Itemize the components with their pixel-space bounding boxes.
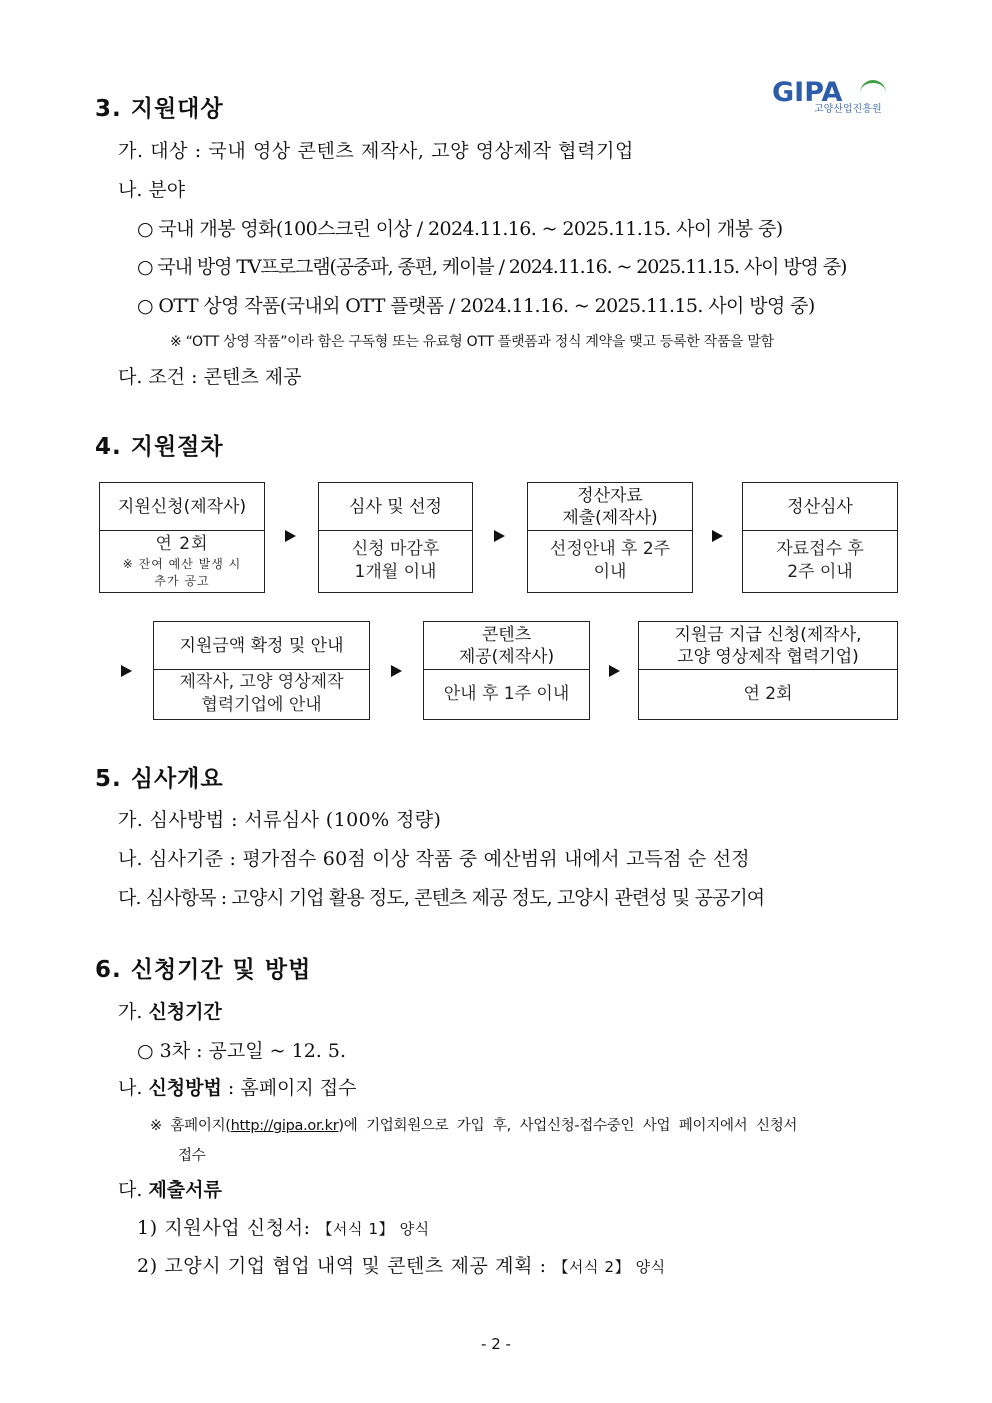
sec6-homepage-note bbox=[150, 1114, 797, 1135]
flow-head-text: 심사 및 선정 bbox=[349, 496, 442, 517]
gipa-logo bbox=[772, 78, 894, 114]
flow-head-text: 고양 영상제작 협력기업) bbox=[677, 646, 859, 667]
flow-step-head bbox=[743, 483, 897, 531]
flow-body-text: 연 2회 bbox=[743, 683, 793, 704]
flow-step-amount-confirm bbox=[153, 621, 370, 720]
flow-step-body bbox=[154, 669, 369, 719]
sec6-method-heading: 신청방법 bbox=[148, 1077, 222, 1099]
sec3-ott-note: ※ “OTT 상영 작품”이라 함은 구독형 또는 유료형 OTT 플랫폼과 정식 계약을 맺고 등록한 작품을 말함 bbox=[170, 334, 774, 350]
sec6-doc-2 bbox=[137, 1251, 666, 1278]
sec6-docs-heading: 제출서류 bbox=[148, 1179, 222, 1201]
flow-head-text: 정산자료 bbox=[577, 485, 643, 506]
section-3-title: 3. 지원대상 bbox=[95, 96, 224, 122]
sec5-items: 다. 심사항목 : 고양시 기업 활용 정도, 콘텐츠 제공 정도, 고양시 관련성 및 공공기여 bbox=[118, 887, 765, 909]
logo-letters: GIPA bbox=[772, 77, 843, 108]
flow-step-head bbox=[319, 483, 472, 531]
flow-step-head bbox=[100, 483, 264, 531]
sec6-prefix: 다. bbox=[118, 1179, 149, 1201]
flow-body-text: 협력기업에 안내 bbox=[201, 695, 322, 715]
sec6-period-label bbox=[118, 997, 222, 1024]
doc-form: 【서식 1】 양식 bbox=[317, 1220, 430, 1238]
section-5-title: 5. 심사개요 bbox=[95, 766, 224, 792]
flow-body-text: 자료접수 후 bbox=[776, 539, 864, 559]
sec3-field-label: 나. 분야 bbox=[118, 179, 186, 201]
doc-text: 2) 고양시 기업 협업 내역 및 콘텐츠 제공 계획 : bbox=[137, 1255, 554, 1277]
flow-body-text: 연 2회 bbox=[155, 533, 209, 554]
page-number: - 2 - bbox=[481, 1335, 511, 1353]
note-text: )에 기업회원으로 가입 후, 사업신청-접수중인 사업 페이지에서 신청서 bbox=[338, 1118, 798, 1134]
flow-head-text: 제공(제작사) bbox=[458, 646, 555, 667]
flow-body-text: 신청 마감후 bbox=[351, 539, 440, 559]
flow-head-text: 콘텐츠 bbox=[481, 624, 532, 645]
flow-head-text: 정산심사 bbox=[787, 496, 853, 517]
flow-arrow-icon bbox=[391, 665, 402, 677]
flow-step-payment-request bbox=[638, 621, 898, 720]
flow-arrow-icon bbox=[609, 665, 620, 677]
flow-step-content-provide bbox=[423, 621, 590, 720]
note-text: ※ 홈페이지( bbox=[150, 1118, 231, 1134]
flow-step-head bbox=[528, 483, 692, 531]
flow-body-text: 선정안내 후 2주 bbox=[549, 539, 671, 559]
flow-step-body bbox=[528, 530, 692, 592]
flow-step-head bbox=[639, 622, 897, 670]
doc-text: 1) 지원사업 신청서: bbox=[137, 1217, 318, 1239]
flow-arrow-icon bbox=[285, 530, 296, 542]
sec6-homepage-note-cont: 접수 bbox=[178, 1148, 206, 1164]
homepage-link[interactable]: http://gipa.or.kr bbox=[230, 1118, 339, 1134]
sec6-prefix: 가. bbox=[118, 1001, 149, 1023]
flow-body-text: 이내 bbox=[593, 562, 627, 582]
flow-step-head bbox=[424, 622, 589, 670]
sec6-period-heading: 신청기간 bbox=[148, 1001, 222, 1023]
flow-head-text: 지원금액 확정 및 안내 bbox=[179, 635, 344, 656]
flow-step-body bbox=[743, 530, 897, 592]
flow-head-text: 지원신청(제작사) bbox=[117, 496, 247, 517]
flow-step-body bbox=[100, 530, 264, 592]
flow-arrow-icon bbox=[494, 530, 505, 542]
sec6-docs-label bbox=[118, 1175, 222, 1202]
sec6-method-label bbox=[118, 1073, 357, 1100]
flow-body-text: 제작사, 고양 영상제작 bbox=[179, 672, 344, 692]
flow-head-text: 제출(제작사) bbox=[562, 507, 658, 528]
flow-step-body bbox=[424, 669, 589, 719]
sec5-criteria: 나. 심사기준 : 평가점수 60점 이상 작품 중 예산범위 내에서 고득점 순 선정 bbox=[118, 848, 750, 870]
flow-arrow-icon bbox=[712, 530, 723, 542]
flow-arrow-icon bbox=[121, 665, 132, 677]
doc-form: 【서식 2】 양식 bbox=[553, 1258, 666, 1276]
flow-step-head bbox=[154, 622, 369, 670]
flow-step-review bbox=[318, 482, 473, 593]
flow-body-note: 추가 공고 bbox=[154, 573, 210, 588]
flow-body-text: 2주 이내 bbox=[787, 562, 853, 582]
flow-body-text: 안내 후 1주 이내 bbox=[443, 683, 570, 704]
sec3-condition: 다. 조건 : 콘텐츠 제공 bbox=[118, 366, 302, 388]
logo-subtitle: 고양산업진흥원 bbox=[814, 104, 882, 115]
sec3-target: 가. 대상 : 국내 영상 콘텐츠 제작사, 고양 영상제작 협력기업 bbox=[118, 140, 634, 162]
logo-arc-icon bbox=[860, 80, 886, 95]
sec5-method: 가. 심사방법 : 서류심사 (100% 정량) bbox=[118, 809, 442, 831]
flow-body-note: ※ 잔여 예산 발생 시 bbox=[122, 556, 242, 571]
flow-body-text: 1개월 이내 bbox=[354, 562, 437, 582]
flow-head-text: 지원금 지급 신청(제작사, bbox=[674, 624, 862, 645]
flow-step-apply bbox=[99, 482, 265, 593]
section-6-title: 6. 신청기간 및 방법 bbox=[95, 957, 312, 983]
flow-step-body bbox=[319, 530, 472, 592]
flow-step-settlement-submit bbox=[527, 482, 693, 593]
sec6-round: ○ 3차 : 공고일 ~ 12. 5. bbox=[137, 1040, 346, 1062]
flow-step-settlement-review bbox=[742, 482, 898, 593]
sec3-item-ott: ○ OTT 상영 작품(국내외 OTT 플랫폼 / 2024.11.16. ~ 2025.11.15. 사이 방영 중) bbox=[137, 295, 815, 317]
sec3-item-tv: ○ 국내 방영 TV프로그램(공중파, 종편, 케이블 / 2024.11.16. ~ 2025.11.15. 사이 방영 중) bbox=[137, 256, 847, 278]
sec6-method-text: : 홈페이지 접수 bbox=[221, 1077, 357, 1099]
sec6-doc-1 bbox=[137, 1213, 430, 1240]
sec3-item-film: ○ 국내 개봉 영화(100스크린 이상 / 2024.11.16. ~ 2025.11.15. 사이 개봉 중) bbox=[137, 218, 783, 240]
section-4-title: 4. 지원절차 bbox=[95, 434, 224, 460]
flow-step-body bbox=[639, 669, 897, 719]
sec6-prefix: 나. bbox=[118, 1077, 149, 1099]
